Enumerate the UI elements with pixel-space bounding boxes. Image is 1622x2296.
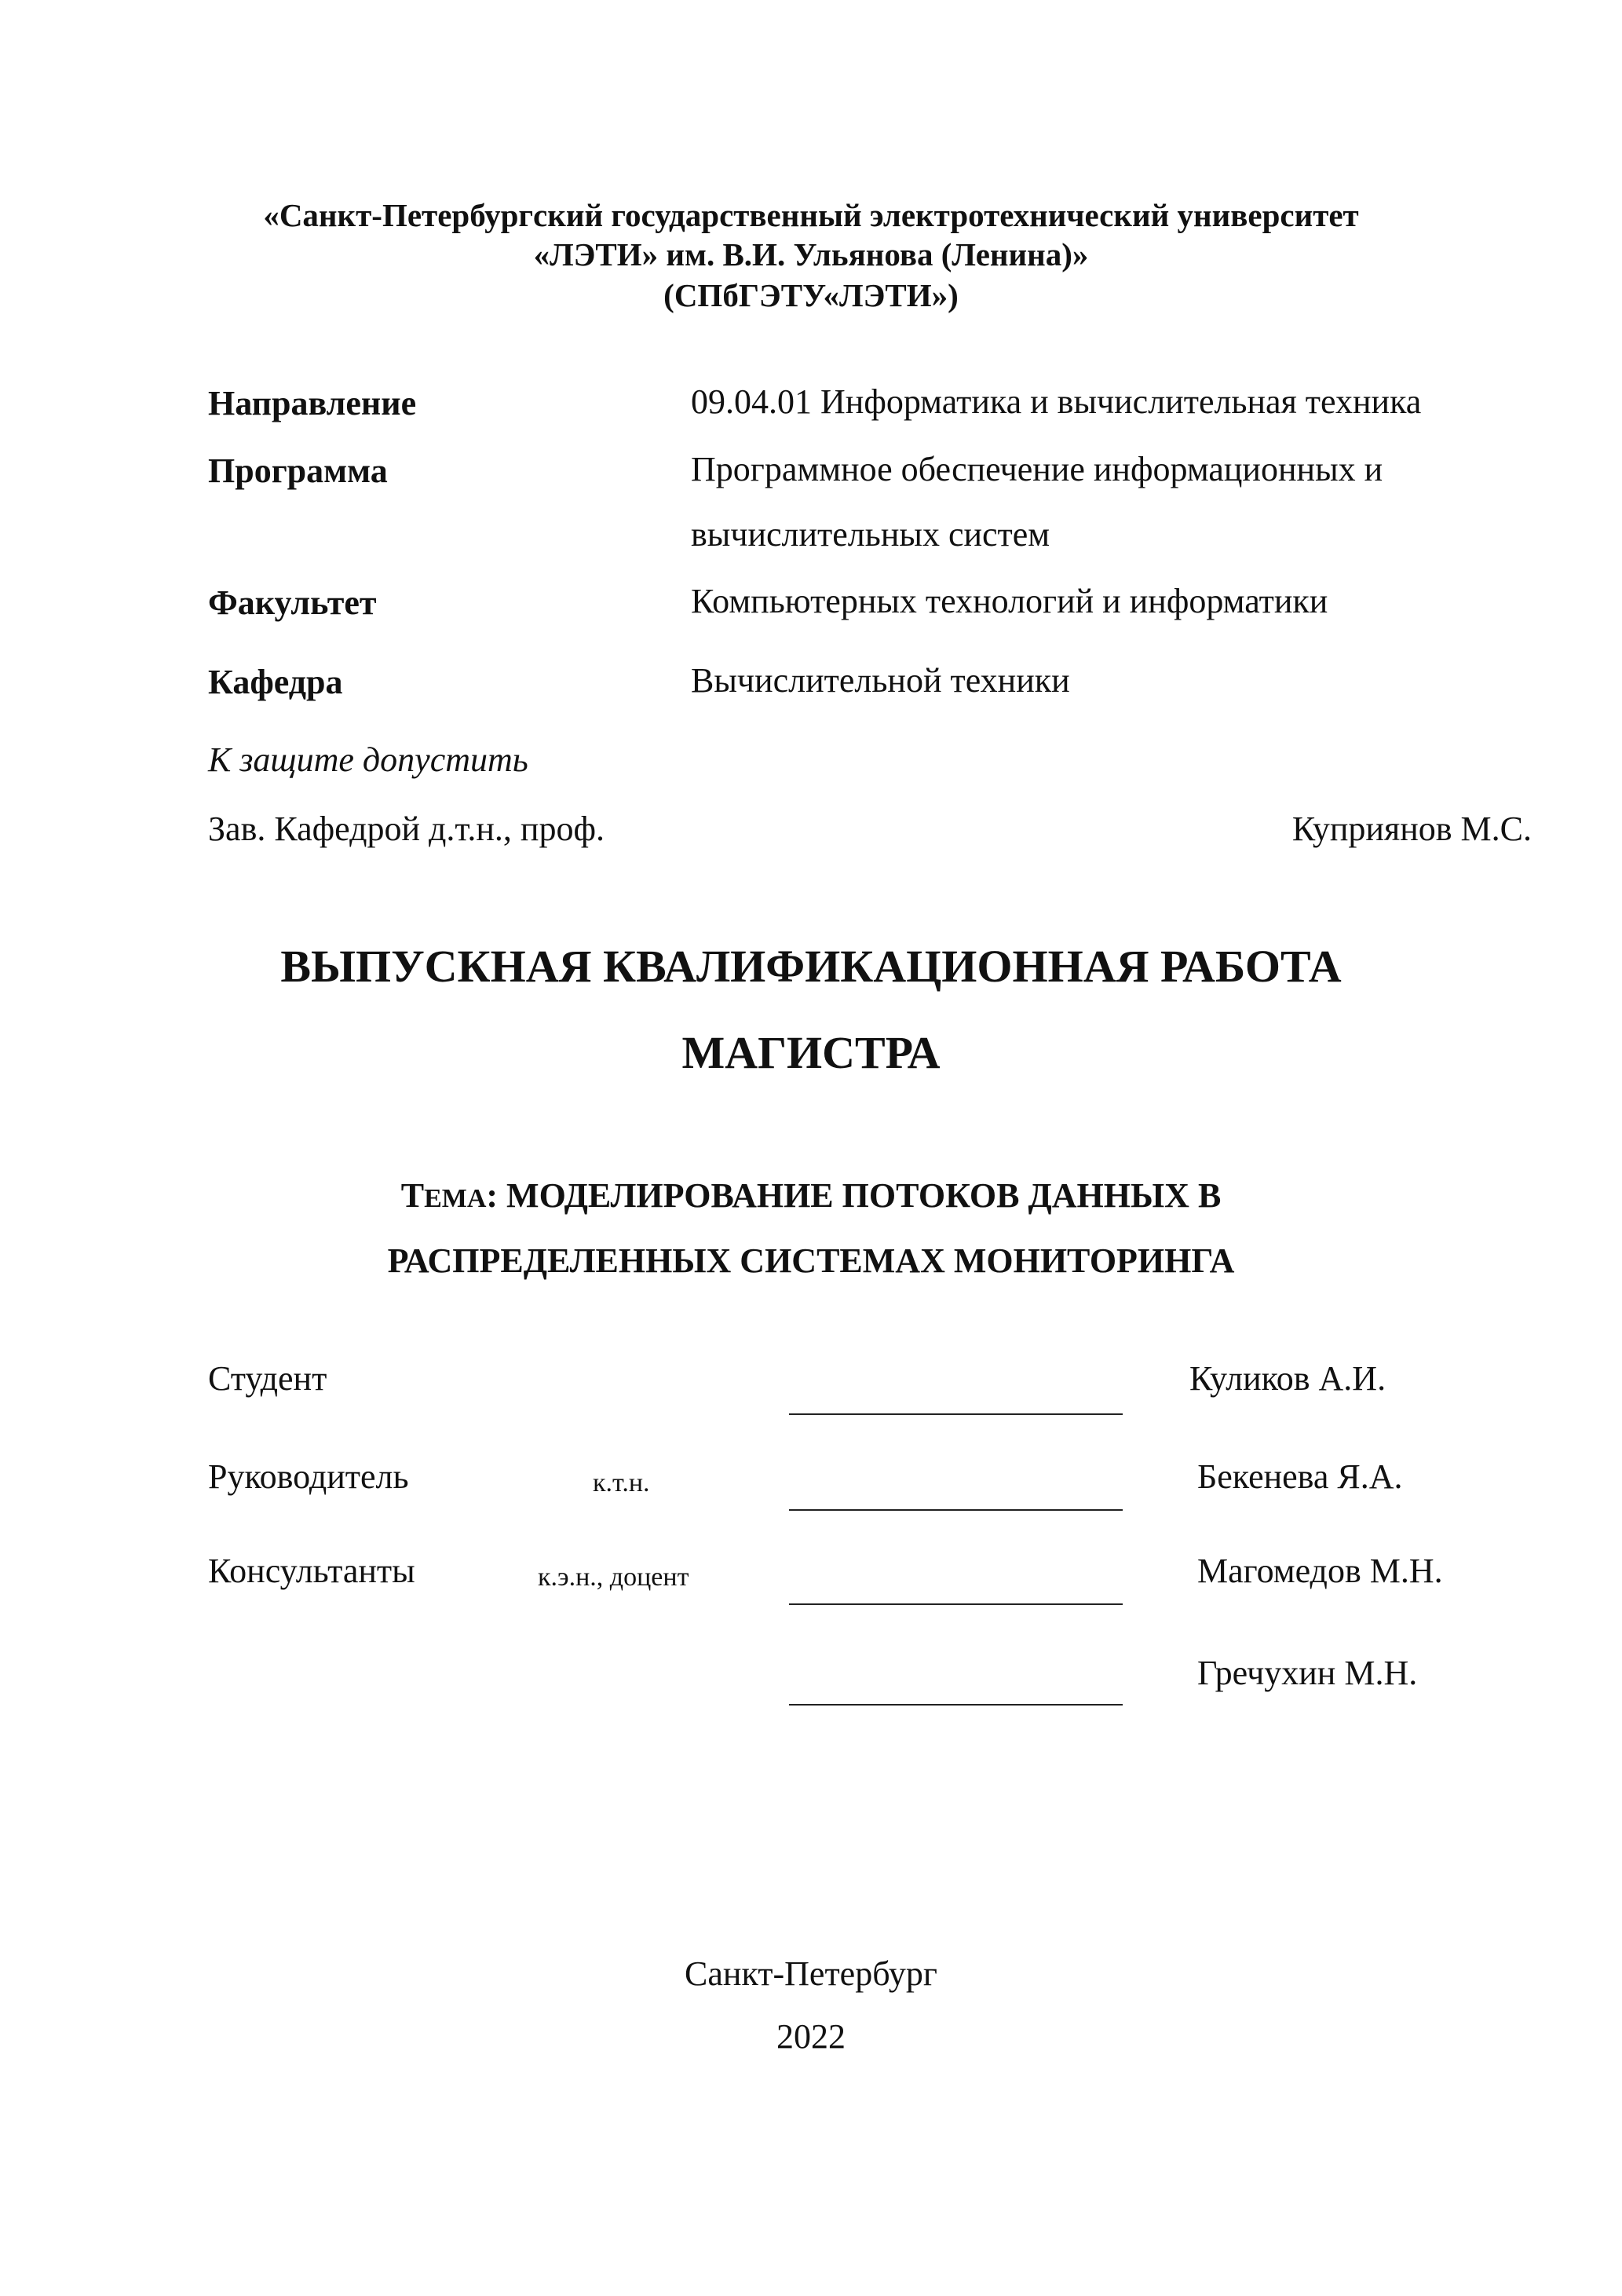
faculty-label: Факультет <box>208 583 377 622</box>
consultant-1-name: Магомедов М.Н. <box>1197 1552 1443 1590</box>
student-role: Студент <box>208 1359 327 1398</box>
faculty-value: Компьютерных технологий и информатики <box>691 582 1328 620</box>
supervisor-degree: к.т.н. <box>593 1468 650 1497</box>
program-label: Программа <box>208 452 388 490</box>
consultants-role: Консультанты <box>208 1552 415 1590</box>
student-name: Куликов А.И. <box>1189 1359 1386 1398</box>
topic-prefix-colon: : <box>486 1176 499 1215</box>
consultant-1-signature-line <box>789 1603 1123 1605</box>
approval-name: Куприянов М.С. <box>1291 810 1532 848</box>
university-abbreviation: (СПбГЭТУ«ЛЭТИ») <box>663 277 959 313</box>
year: 2022 <box>776 2017 846 2056</box>
topic-text-line2: РАСПРЕДЕЛЕННЫХ СИСТЕМАХ МОНИТОРИНГА <box>387 1241 1235 1280</box>
document-title-line1: ВЫПУСКНАЯ КВАЛИФИКАЦИОННАЯ РАБОТА <box>280 941 1342 992</box>
supervisor-signature-line <box>789 1509 1123 1511</box>
topic-line1 <box>0 1175 1622 1216</box>
consultant-2-name: Гречухин М.Н. <box>1197 1654 1418 1692</box>
topic-prefix-rest: ЕМА <box>424 1184 487 1213</box>
program-value: Программное обеспечение информационных и вычислительных систем <box>691 450 1383 554</box>
approval-position: Зав. Кафедрой д.т.н., проф. <box>208 810 605 848</box>
document-title-line2: МАГИСТРА <box>681 1027 941 1078</box>
supervisor-name: Бекенева Я.А. <box>1197 1457 1403 1496</box>
direction-label: Направление <box>208 384 417 422</box>
consultant-2-signature-line <box>789 1704 1123 1706</box>
approval-note: К защите допустить <box>208 740 528 779</box>
consultant-degree: к.э.н., доцент <box>538 1563 689 1592</box>
city: Санкт-Петербург <box>685 1954 937 1993</box>
student-signature-line <box>789 1413 1123 1415</box>
university-name-line2: «ЛЭТИ» им. В.И. Ульянова (Ленина)» <box>533 236 1089 272</box>
direction-value: 09.04.01 Информатика и вычислительная техника <box>691 382 1422 421</box>
department-value: Вычислительной техники <box>691 661 1070 700</box>
topic-prefix-initial: Т <box>400 1176 425 1215</box>
topic-text-line1: МОДЕЛИРОВАНИЕ ПОТОКОВ ДАННЫХ В <box>506 1176 1222 1215</box>
department-label: Кафедра <box>208 663 343 701</box>
university-name-line1: «Санкт-Петербургский государственный электротехнический университет <box>263 197 1359 233</box>
supervisor-role: Руководитель <box>208 1457 409 1496</box>
